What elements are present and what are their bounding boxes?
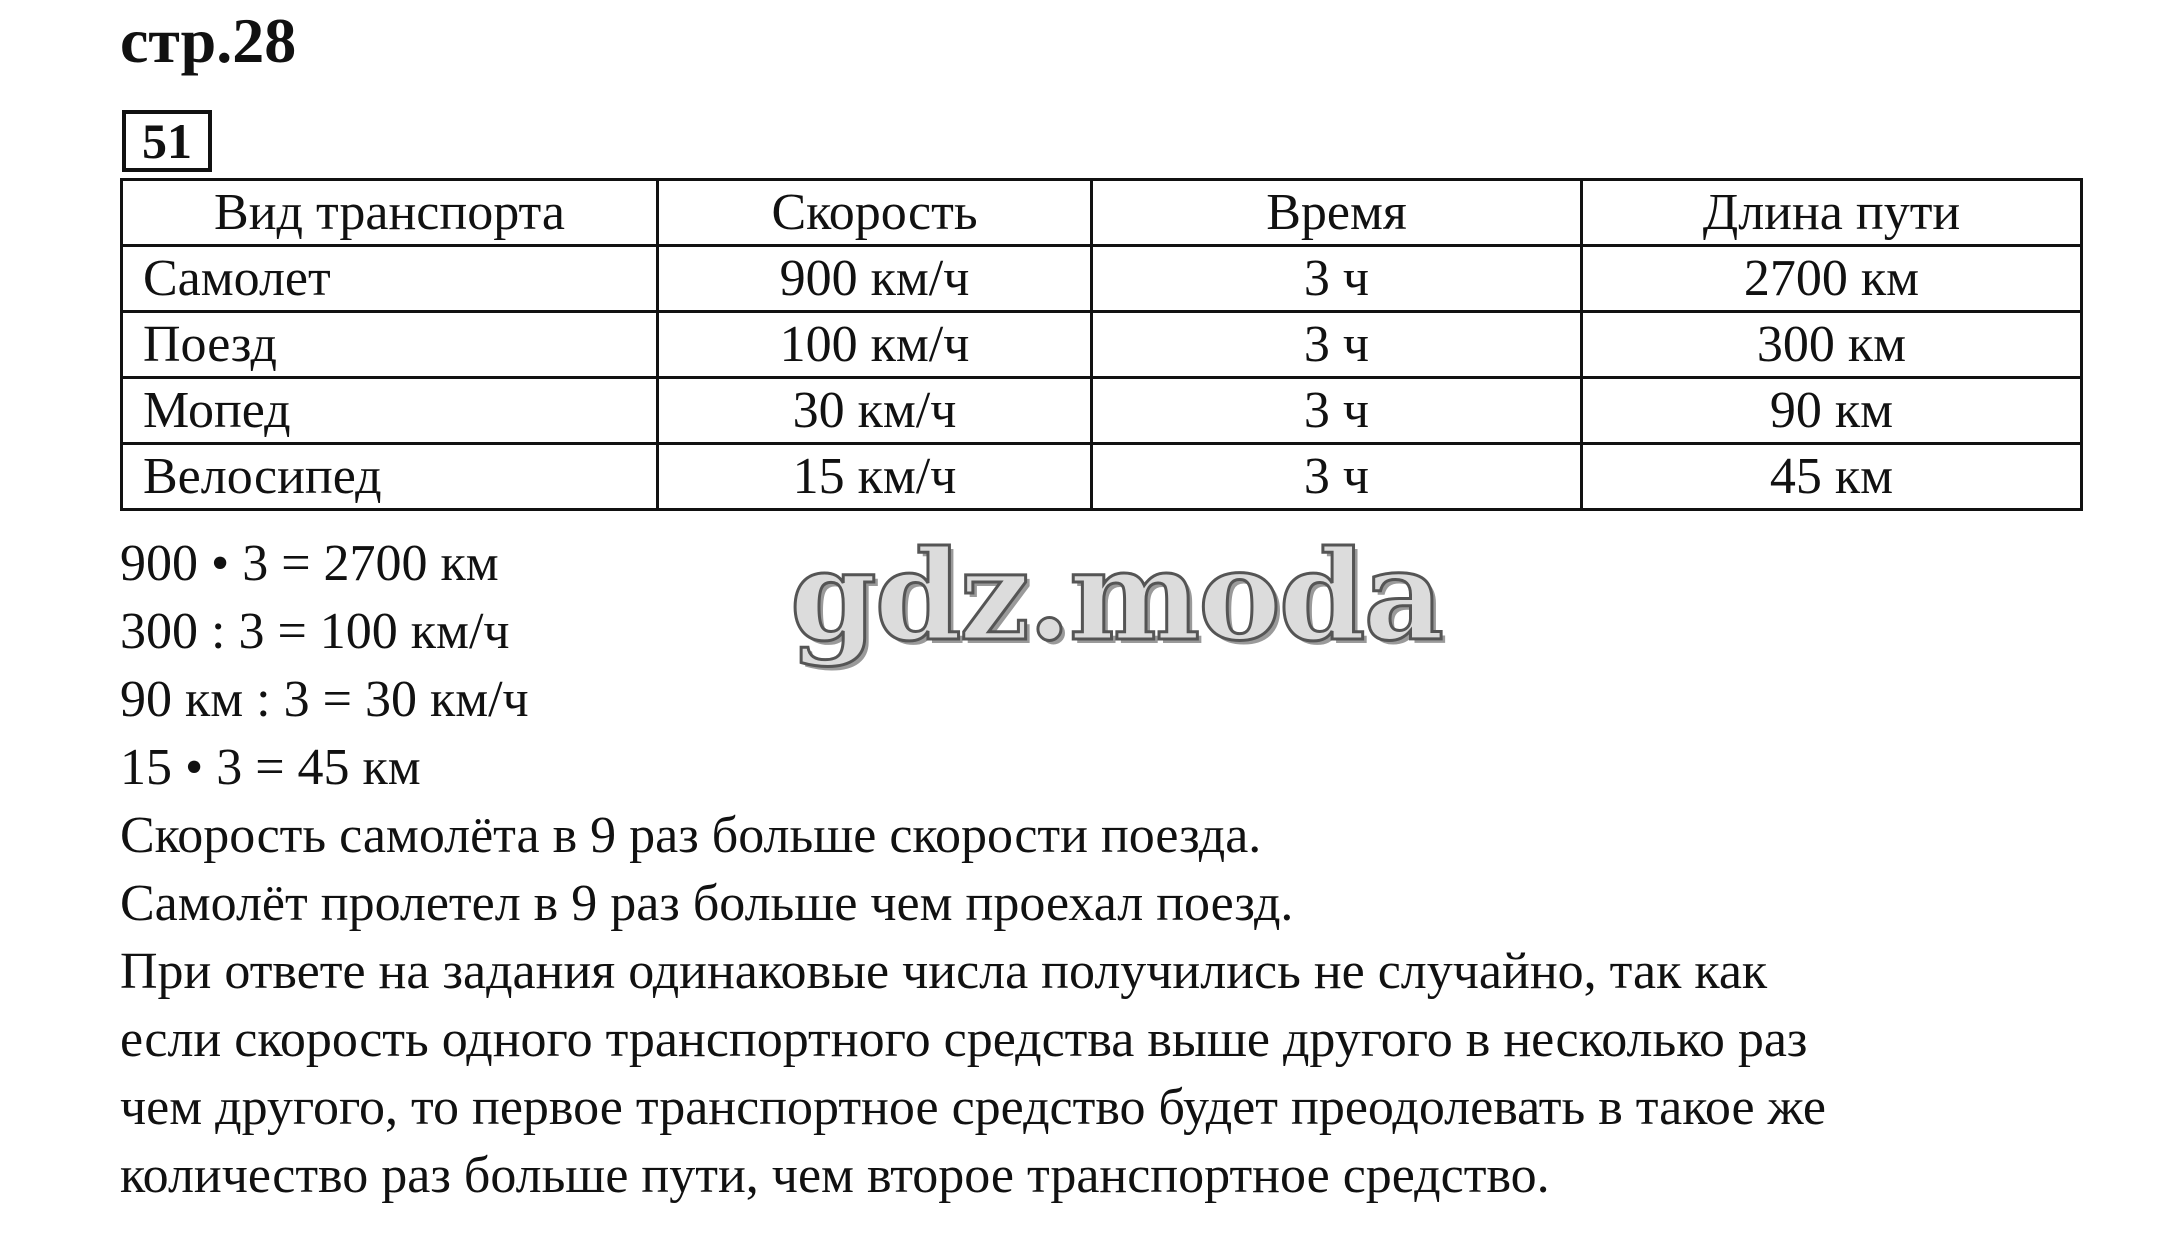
cell-speed: 30 км/ч [658, 378, 1092, 444]
cell-time: 3 ч [1092, 312, 1582, 378]
explanation-line: При ответе на задания одинаковые числа получились не случайно, так как [120, 943, 1768, 1000]
solution-text [120, 524, 2120, 1210]
transport-table [120, 178, 2083, 511]
table-row [122, 246, 2082, 312]
table-header-row [122, 180, 2082, 246]
header-time: Время [1092, 180, 1582, 246]
calculation-line: 900 • 3 = 2700 км [120, 535, 499, 592]
header-speed: Скорость [658, 180, 1092, 246]
cell-time: 3 ч [1092, 444, 1582, 510]
cell-transport-type: Самолет [122, 246, 658, 312]
cell-speed: 15 км/ч [658, 444, 1092, 510]
calculation-line: 300 : 3 = 100 км/ч [120, 603, 510, 660]
table-row [122, 312, 2082, 378]
cell-transport-type: Поезд [122, 312, 658, 378]
cell-speed: 100 км/ч [658, 312, 1092, 378]
cell-transport-type: Мопед [122, 378, 658, 444]
calculation-line: 90 км : 3 = 30 км/ч [120, 671, 529, 728]
page-header: стр.28 [120, 5, 297, 76]
explanation-line: если скорость одного транспортного средства выше другого в несколько раз [120, 1011, 1808, 1068]
cell-distance: 2700 км [1582, 246, 2082, 312]
conclusion-line: Самолёт пролетел в 9 раз больше чем проехал поезд. [120, 875, 1294, 932]
cell-distance: 300 км [1582, 312, 2082, 378]
task-number-box: 51 [122, 110, 212, 172]
table-row [122, 444, 2082, 510]
cell-distance: 45 км [1582, 444, 2082, 510]
calculation-line: 15 • 3 = 45 км [120, 739, 421, 796]
table-row [122, 378, 2082, 444]
cell-distance: 90 км [1582, 378, 2082, 444]
cell-time: 3 ч [1092, 246, 1582, 312]
conclusion-line: Скорость самолёта в 9 раз больше скорости поезда. [120, 807, 1262, 864]
cell-speed: 900 км/ч [658, 246, 1092, 312]
header-distance: Длина пути [1582, 180, 2082, 246]
cell-transport-type: Велосипед [122, 444, 658, 510]
explanation-line: количество раз больше пути, чем второе транспортное средство. [120, 1147, 1550, 1204]
explanation-line: чем другого, то первое транспортное средство будет преодолевать в такое же [120, 1079, 1826, 1136]
watermark-logo: gdz.moda [790, 524, 1442, 669]
cell-time: 3 ч [1092, 378, 1582, 444]
header-transport-type: Вид транспорта [122, 180, 658, 246]
